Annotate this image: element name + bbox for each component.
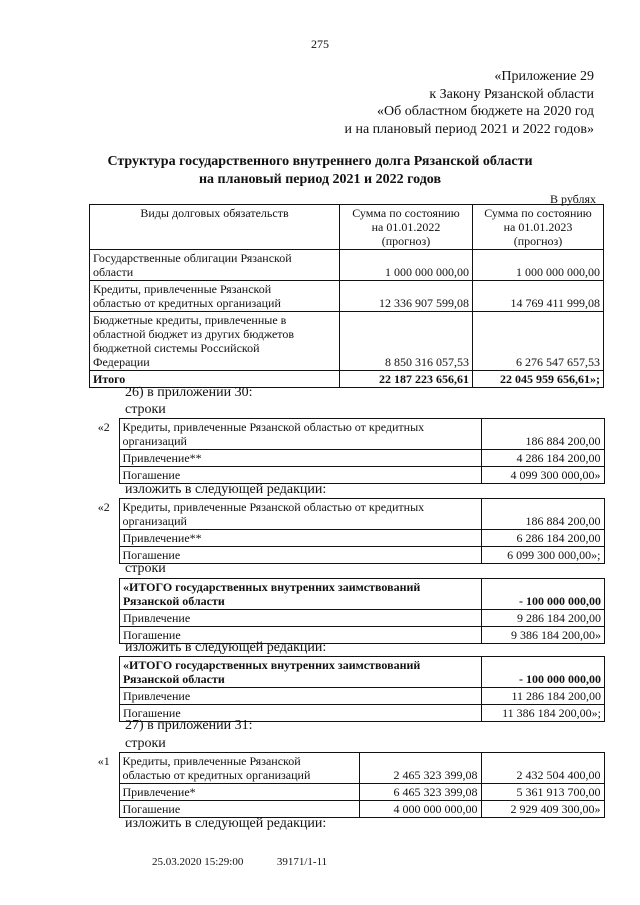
row-value: 11 386 184 200,00»; <box>482 705 605 722</box>
appendix30-new-total-table <box>119 656 605 722</box>
value-2022: 12 336 907 599,08 <box>340 281 473 312</box>
appendix30-new-credits-table <box>89 498 605 564</box>
row-label: Привлечение <box>120 610 482 627</box>
table-row <box>120 657 605 688</box>
units-label: В рублях <box>549 192 596 206</box>
row-value: 4 099 300 000,00» <box>481 467 604 484</box>
row-label-line: «ИТОГО государственных внутренних заимствований <box>123 580 421 594</box>
value-2023: 14 769 411 999,08 <box>473 281 604 312</box>
row-prefix: «1 <box>97 753 110 768</box>
table-row <box>120 610 605 627</box>
row-prefix: «2 <box>97 499 110 514</box>
row-label: Погашение <box>119 801 359 818</box>
row-label: Погашение <box>120 627 482 644</box>
row-label-line: Кредиты, привлеченные Рязанской областью от кредитных <box>122 500 425 514</box>
row-label <box>90 250 340 281</box>
table-row <box>89 547 604 564</box>
header-2023 <box>473 205 604 250</box>
table-row <box>90 250 604 281</box>
row-label-line: областью от кредитных организаций <box>93 296 281 310</box>
value-2023: 1 000 000 000,00 <box>473 250 604 281</box>
row-label <box>120 579 482 610</box>
row-label: Привлечение* <box>119 784 359 801</box>
row-value: - 100 000 000,00 <box>482 579 605 610</box>
header-line: (прогноз) <box>513 234 563 248</box>
footer-doc-id: 39171/1-11 <box>276 856 328 868</box>
table-row <box>89 419 604 450</box>
row-label-line: организаций <box>122 514 187 528</box>
row-label <box>90 312 340 371</box>
row-value: 6 099 300 000,00»; <box>481 547 604 564</box>
row-label-line: областной бюджет из других бюджетов <box>93 327 295 341</box>
row-prefix <box>89 450 119 467</box>
header-line: Сумма по состоянию <box>352 206 460 220</box>
table-row <box>89 801 604 818</box>
row-prefix <box>89 467 119 484</box>
row-label-line: Федерации <box>93 355 150 369</box>
row-value-2021: 4 000 000 000,00 <box>359 801 481 818</box>
appendix-line: «Об областном бюджете на 2020 год <box>377 104 594 119</box>
table-row <box>120 688 605 705</box>
table-row <box>89 467 604 484</box>
row-label <box>119 753 359 784</box>
row-label <box>119 419 481 450</box>
footer-timestamp: 25.03.2020 15:29:00 <box>152 856 244 868</box>
row-value: - 100 000 000,00 <box>482 657 605 688</box>
appendix-line: к Закону Рязанской области <box>429 86 594 102</box>
table-row <box>90 281 604 312</box>
row-label: Погашение <box>119 547 481 564</box>
appendix-line: и на плановый период 2021 и 2022 годов» <box>344 121 594 137</box>
value-2022: 1 000 000 000,00 <box>340 250 473 281</box>
row-label: Погашение <box>119 467 481 484</box>
row-value: 9 386 184 200,00» <box>482 627 605 644</box>
row-label: Привлечение** <box>119 450 481 467</box>
table-row <box>89 784 604 801</box>
value-2023: 6 276 547 657,53 <box>473 312 604 371</box>
row-prefix <box>89 530 119 547</box>
row-value-2022: 2 929 409 300,00» <box>481 801 604 818</box>
row-value: 186 884 200,00 <box>481 499 604 530</box>
appendix30-old-total-table <box>119 578 605 644</box>
row-label-line: областью от кредитных организаций <box>122 768 311 782</box>
total-label: Итого <box>90 371 340 388</box>
paragraph-27: 27) в приложении 31: <box>125 718 253 733</box>
row-label-line: Рязанской области <box>123 594 225 608</box>
row-label-line: Рязанской области <box>123 672 225 686</box>
appendix-header <box>344 68 594 138</box>
izlozhit-label: изложить в следующей редакции: <box>125 640 327 655</box>
table-row <box>120 579 605 610</box>
document-title <box>0 153 640 189</box>
row-label-line: Кредиты, привлеченные Рязанской <box>93 282 272 296</box>
row-label-line: Кредиты, привлеченные Рязанской <box>122 754 301 768</box>
appendix30-old-credits-table <box>89 418 605 484</box>
row-label-line: организаций <box>122 434 187 448</box>
page-number: 275 <box>311 37 329 51</box>
row-label-line: Государственные облигации Рязанской <box>93 251 292 265</box>
row-label <box>90 281 340 312</box>
total-2023: 22 045 959 656,61»; <box>473 371 604 388</box>
row-label <box>119 499 481 530</box>
header-debt-type: Виды долговых обязательств <box>90 205 340 250</box>
row-value-2022: 2 432 504 400,00 <box>481 753 604 784</box>
row-prefix: «2 <box>97 419 110 434</box>
row-value-2021: 6 465 323 399,08 <box>359 784 481 801</box>
row-label: Привлечение** <box>119 530 481 547</box>
row-prefix <box>89 547 119 564</box>
row-prefix <box>89 801 119 818</box>
izlozhit-label: изложить в следующей редакции: <box>125 816 327 831</box>
debt-structure-table <box>89 204 604 388</box>
value-2022: 8 850 316 057,53 <box>340 312 473 371</box>
header-2022 <box>340 205 473 250</box>
paragraph-26: 26) в приложении 30: <box>125 385 253 400</box>
row-label-line: Кредиты, привлеченные Рязанской областью от кредитных <box>122 420 425 434</box>
row-label-line: «ИТОГО государственных внутренних заимствований <box>123 658 421 672</box>
header-line: (прогноз) <box>381 234 431 248</box>
row-label: Погашение <box>120 705 482 722</box>
table-row <box>89 530 604 547</box>
appendix-line: «Приложение 29 <box>494 69 594 84</box>
header-line: Сумма по состоянию <box>484 206 592 220</box>
title-line: на плановый период 2021 и 2022 годов <box>198 172 442 187</box>
row-label-line: области <box>93 265 134 279</box>
row-label-line: бюджетной системы Российской <box>93 341 260 355</box>
row-prefix <box>89 784 119 801</box>
table-row <box>90 312 604 371</box>
appendix31-credits-table <box>89 752 605 818</box>
table-row <box>89 753 604 784</box>
row-value: 11 286 184 200,00 <box>482 688 605 705</box>
izlozhit-label: изложить в следующей редакции: <box>125 482 327 497</box>
row-value: 6 286 184 200,00 <box>481 530 604 547</box>
total-2022: 22 187 223 656,61 <box>340 371 473 388</box>
row-value-2021: 2 465 323 399,08 <box>359 753 481 784</box>
table-header-row <box>90 205 604 250</box>
stroki-label: строки <box>125 402 166 417</box>
row-value-2022: 5 361 913 700,00 <box>481 784 604 801</box>
header-line: на 01.01.2023 <box>503 220 573 234</box>
header-line: на 01.01.2022 <box>371 220 441 234</box>
row-value: 4 286 184 200,00 <box>481 450 604 467</box>
table-row <box>89 499 604 530</box>
row-label: Привлечение <box>120 688 482 705</box>
stroki-label: строки <box>125 736 166 751</box>
table-row <box>89 450 604 467</box>
title-line: Структура государственного внутреннего долга Рязанской области <box>107 154 533 169</box>
stroki-label: строки <box>125 561 166 576</box>
footer <box>152 856 327 869</box>
row-label-line: Бюджетные кредиты, привлеченные в <box>93 313 287 327</box>
row-label <box>120 657 482 688</box>
row-value: 9 286 184 200,00 <box>482 610 605 627</box>
row-value: 186 884 200,00 <box>481 419 604 450</box>
